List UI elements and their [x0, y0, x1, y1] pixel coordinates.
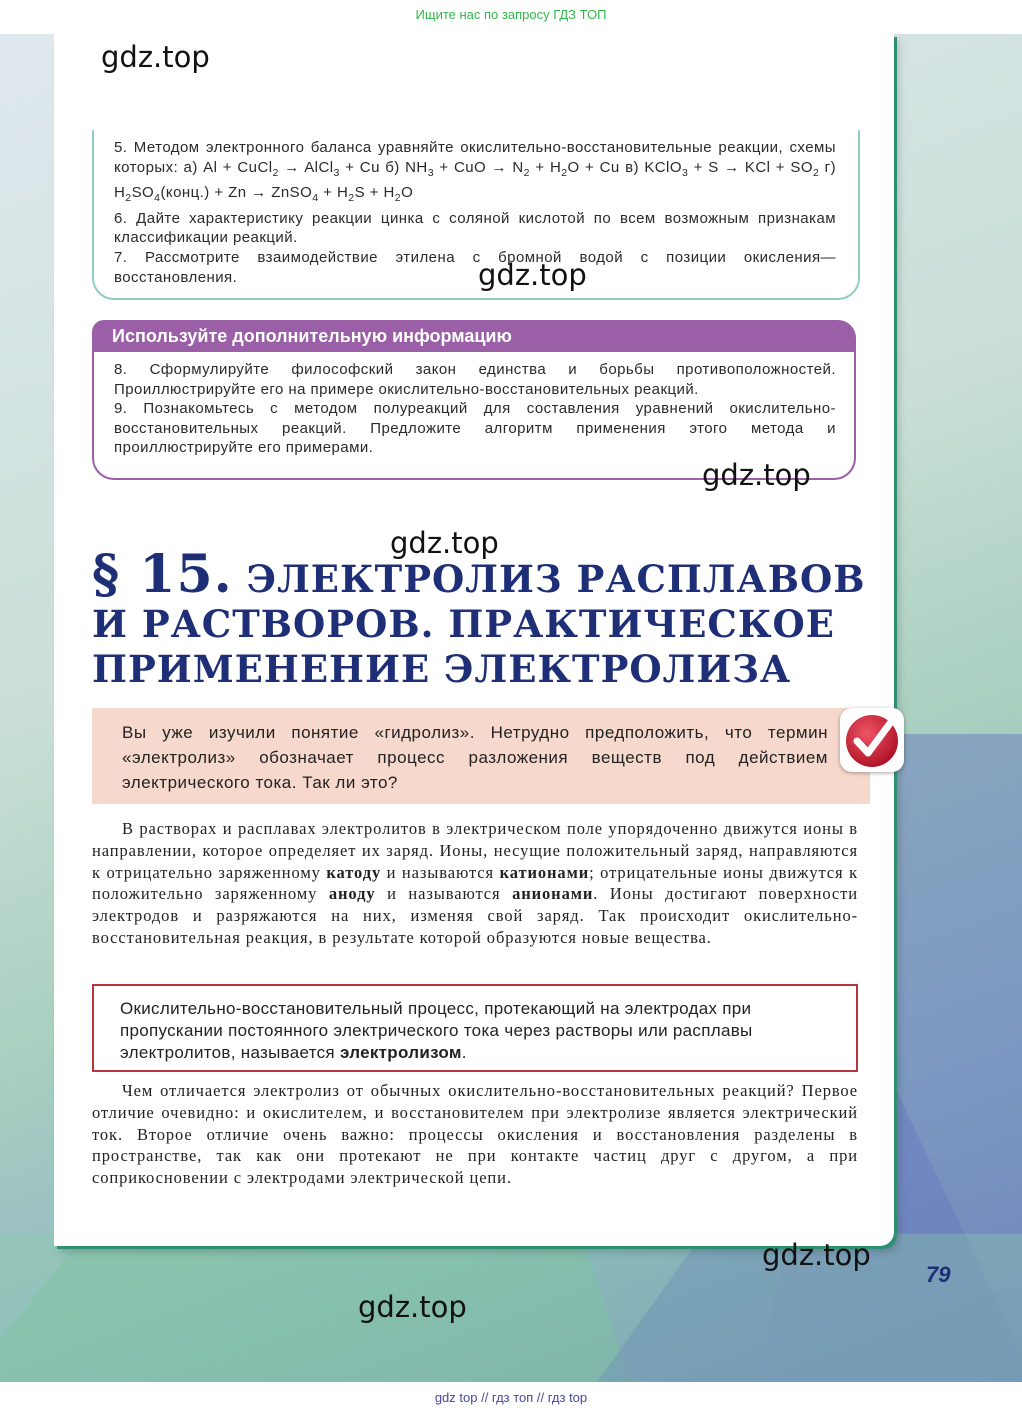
task-5: 5. Методом электронного баланса уравняйте окислительно-восстановительные реакции, схемы которых: а) Al + CuCl$_2$ → AlCl$_3$ + Cu б) $NH_3$ + CuO → $N_2 + H_2O + Cu$ в) KClO$_3$ + S → KCl + $SO_2$ г) $H_2SO_4(конц.) + Zn$ → ZnSO$_4$ + $H_2S + H_2O$ [114, 139, 837, 205]
paragraph-2: Чем отличается электролиз от обычных окислительно-восстановительных реакций? Первое отличие очевидно: и окислителем, и восстановителем при электролизе является электрический ток. Второе отличие очень важно: процессы окисления и восстановления разделены в пространстве, так как они протекают не при контакте частиц друг с другом, а при соприкосновении с электродами электрической цепи. [92, 1081, 858, 1188]
top-banner: Ищите нас по запросу ГДЗ ТОП [0, 0, 1022, 34]
task-6: 6. Дайте характеристику реакции цинка с соляной кислотой по всем возможным признакам классификации реакций. [114, 209, 836, 247]
section-number: § 15. [92, 544, 233, 605]
checkmark-icon [840, 708, 904, 772]
watermark: gdz.top [101, 40, 210, 74]
watermark: gdz.top [390, 526, 499, 560]
watermark: gdz.top [762, 1238, 871, 1272]
task-7: 7. Рассмотрите взаимодействие этилена с бромной водой с позиции окисления—восстановления. [114, 248, 836, 286]
bottom-bar: gdz top // гдз топ // гдз top [0, 1382, 1022, 1416]
intro-text: Вы уже изучили понятие «гидролиз». Нетрудно предположить, что термин «электролиз» обозначает процесс разложения веществ под действием электрического тока. Так ли это? [122, 723, 828, 792]
watermark: gdz.top [702, 458, 811, 492]
definition-text: Окислительно-восстановительный процесс, протекающий на электродах при пропускании постоянного электрического тока через растворы или расплавы электролитов, называется электролизом. [120, 999, 753, 1062]
page-number: 79 [926, 1262, 951, 1287]
tasks-box [92, 130, 860, 300]
watermark: gdz.top [478, 258, 587, 292]
section-title: § 15. ЭЛЕКТРОЛИЗ РАСПЛАВОВ И РАСТВОРОВ. ПРАКТИЧЕСКОЕ ПРИМЕНЕНИЕ ЭЛЕКТРОЛИЗА [92, 544, 866, 691]
textbook-page [54, 34, 894, 1246]
task-8: 8. Сформулируйте философский закон единства и борьбы противоположностей. Проиллюстрируйте его на примере окислительно-восстановительных реакций. [114, 361, 836, 398]
info-header: Используйте дополнительную информацию [92, 320, 856, 352]
intro-box [92, 708, 870, 804]
definition-box [92, 984, 858, 1072]
task-9: 9. Познакомьтесь с методом полуреакций для составления уравнений окислительно-восстановительных реакций. Предложите алгоритм применения этого метода и проиллюстрируйте его примерами. [114, 400, 836, 457]
paragraph-1: В растворах и расплавах электролитов в электрическом поле упорядоченно движутся ионы в направлении, которое определяет их заряд. Ионы, несущие положительный заряд, направляются к отрицательно заряженному катоду и называются катионами; отрицательные ионы движутся к положительно заряженному аноду и называются анионами. Ионы достигают поверхности электродов и разряжаются на них, изменяя свой заряд. Так происходит окислительно-восстановительная реакция, в результате которой образуются новые вещества. [92, 819, 858, 947]
watermark: gdz.top [358, 1290, 467, 1324]
